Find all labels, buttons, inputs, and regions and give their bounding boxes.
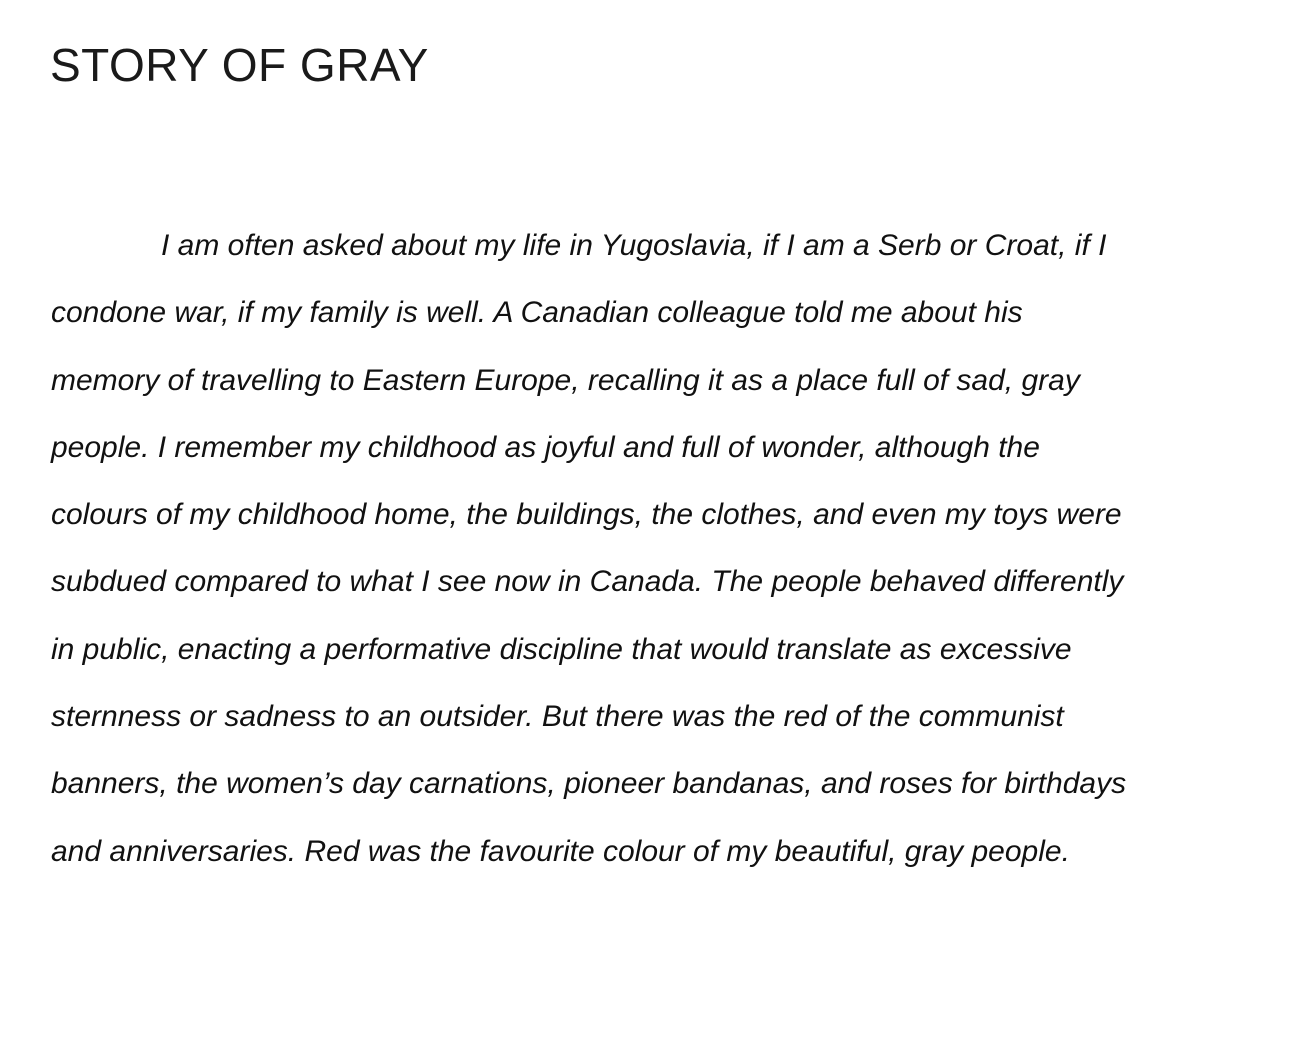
paragraph-line: banners, the women’s day carnations, pioneer bandanas, and roses for birthdays <box>51 767 1127 801</box>
story-paragraph <box>51 212 1271 885</box>
paragraph-line: colours of my childhood home, the buildings, the clothes, and even my toys were <box>51 498 1122 532</box>
paragraph-line: and anniversaries. Red was the favourite colour of my beautiful, gray people. <box>51 834 1070 868</box>
paragraph-line: sternness or sadness to an outsider. But there was the red of the communist <box>51 700 1064 734</box>
paragraph-line: in public, enacting a performative discipline that would translate as excessive <box>51 632 1072 666</box>
paragraph-line: people. I remember my childhood as joyful and full of wonder, although the <box>51 430 1040 464</box>
paragraph-line: memory of travelling to Eastern Europe, recalling it as a place full of sad, gray <box>51 363 1080 397</box>
paragraph-line: subdued compared to what I see now in Canada. The people behaved differently <box>51 565 1124 599</box>
document-title: STORY OF GRAY <box>50 39 429 91</box>
paragraph-line: I am often asked about my life in Yugoslavia, if I am a Serb or Croat, if I <box>161 229 1107 262</box>
paragraph-line: condone war, if my family is well. A Canadian colleague told me about his <box>51 296 1023 330</box>
